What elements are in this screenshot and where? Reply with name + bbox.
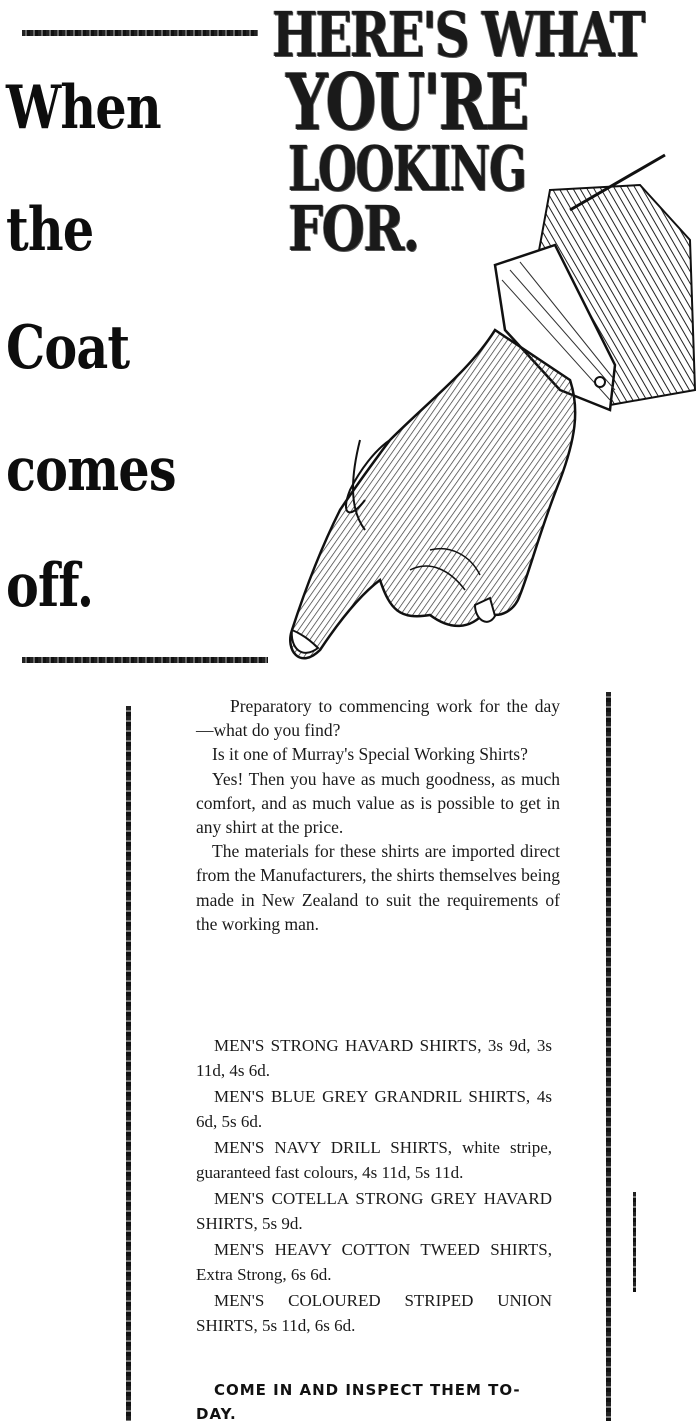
side-heading-line-2: the [6,195,94,265]
middle-left-rule [22,657,268,663]
price-list-item: MEN'S NAVY DRILL SHIRTS, white stripe, guaranteed fast colours, 4s 11d, 5s 11d. [196,1138,552,1182]
body-copy [196,694,560,936]
shirt-price-list [196,1034,552,1340]
paragraph: Preparatory to commencing work for the day—what do you find? [196,696,560,741]
price-list-item: MEN'S BLUE GREY GRANDRIL SHIRTS, 4s 6d, 5s 6d. [196,1087,552,1131]
headline-line-2: YOU'RE [286,57,528,148]
paragraph: The materials for these shirts are imported direct from the Manufacturers, the shirts themselves being made in New Zealand to suit the requirements of the working man. [196,841,560,934]
paragraph: Yes! Then you have as much goodness, as much comfort, and as much value as is possible to get in any shirt at the price. [196,768,560,838]
side-heading-line-4: comes [6,435,176,505]
price-list-item: MEN'S COLOURED STRIPED UNION SHIRTS, 5s 11d, 6s 6d. [196,1291,552,1335]
top-left-rule [22,30,258,36]
headline-line-1: HERE'S WHAT [272,0,644,71]
headline-line-3: LOOKING [288,132,526,205]
pointing-hand-icon [280,150,700,690]
side-heading-line-3: Coat [6,313,130,383]
side-heading-line-1: When [6,73,161,143]
call-to-action: COME IN AND INSPECT THEM TO-DAY. [196,1381,521,1423]
right-column-short-rule [633,1192,636,1292]
paragraph: Is it one of Murray's Special Working Shirts? [212,744,528,765]
left-column-rule [126,706,131,1421]
price-list-item: MEN'S HEAVY COTTON TWEED SHIRTS, Extra Strong, 6s 6d. [196,1240,552,1284]
price-list-item: MEN'S COTELLA STRONG GREY HAVARD SHIRTS, 5s 9d. [196,1189,552,1233]
side-heading-line-5: off. [6,551,94,621]
price-list-item: MEN'S STRONG HAVARD SHIRTS, 3s 9d, 3s 11d, 4s 6d. [196,1036,552,1080]
right-column-rule [606,692,611,1421]
headline-line-4: FOR. [288,192,419,265]
